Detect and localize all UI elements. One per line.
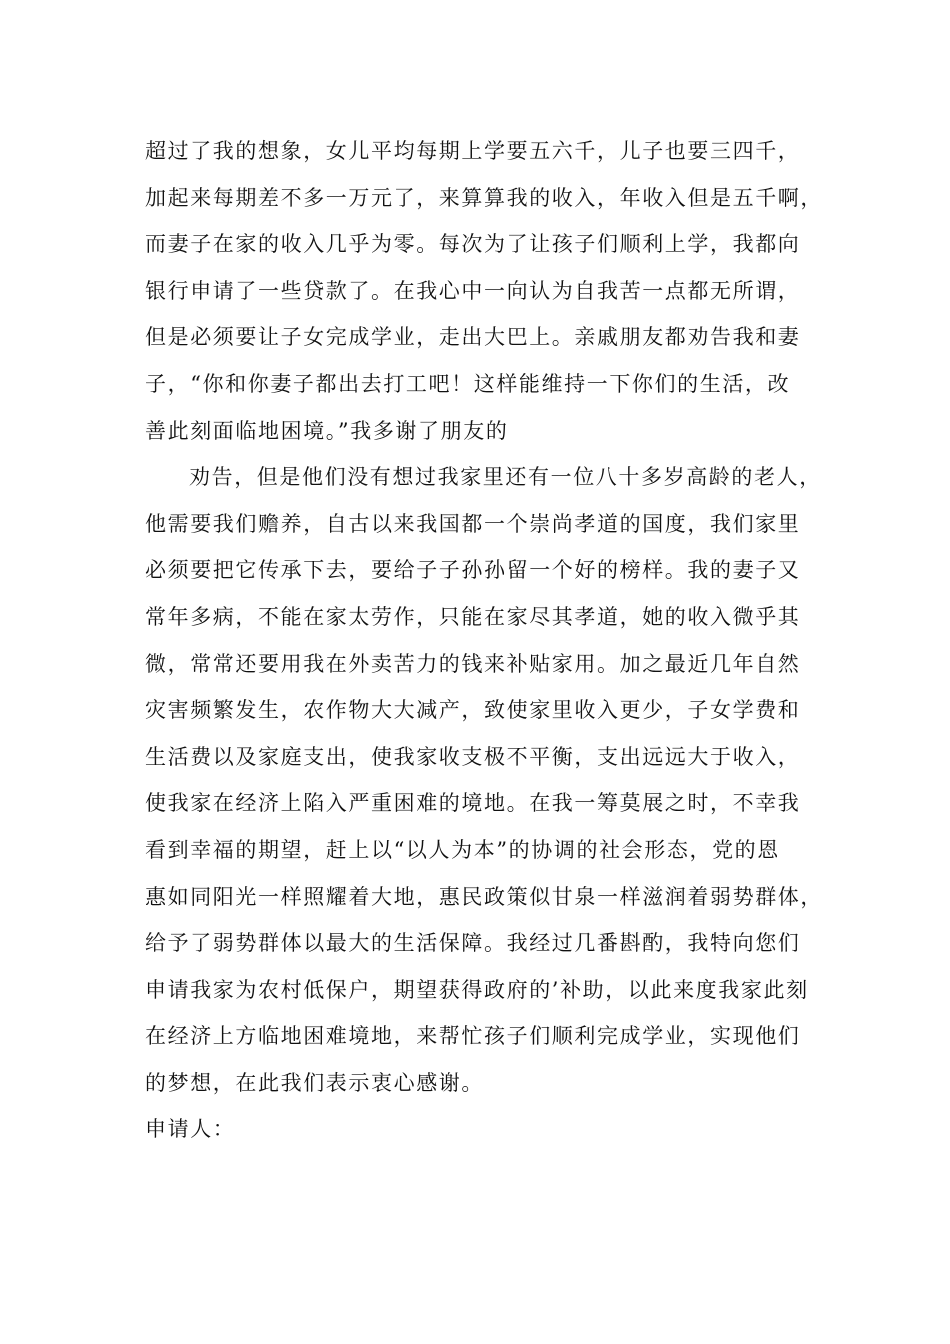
text-line: 在经济上方临地困难境地，来帮忙孩子们顺利完成学业，实现他们	[145, 1024, 801, 1049]
text-line: 但是必须要让子女完成学业，走出大巴上。亲戚朋友都劝告我和妻	[145, 325, 801, 350]
text-line: 微，常常还要用我在外卖苦力的钱来补贴家用。加之最近几年自然	[145, 651, 801, 676]
text-line: 惠如同阳光一样照耀着大地，惠民政策似甘泉一样滋润着弱势群体，	[145, 884, 823, 909]
text-line: 常年多病，不能在家太劳作，只能在家尽其孝道，她的收入微乎其	[145, 604, 801, 629]
text-line: 而妻子在家的收入几乎为零。每次为了让孩子们顺利上学，我都向	[145, 232, 801, 257]
text-line: 使我家在经济上陷入严重困难的境地。在我一筹莫展之时，不幸我	[145, 791, 801, 816]
text-line: 善此刻面临地困境。”我多谢了朋友的	[145, 418, 509, 443]
text-line: 加起来每期差不多一万元了，来算算我的收入，年收入但是五千啊，	[145, 185, 823, 210]
applicant-label: 申请人：	[145, 1117, 236, 1142]
text-line-paragraph-start: 劝告，但是他们没有想过我家里还有一位八十多岁高龄的老人，	[189, 465, 822, 490]
text-line: 超过了我的想象，女儿平均每期上学要五六千，儿子也要三四千，	[145, 139, 801, 163]
text-line: 看到幸福的期望，赶上以“以人为本”的协调的社会形态，党的恩	[145, 837, 780, 862]
text-line: 申请我家为农村低保户，期望获得政府的’补助，以此来度我家此刻	[145, 977, 809, 1002]
text-line: 银行申请了一些贷款了。在我心中一向认为自我苦一点都无所谓，	[145, 278, 801, 303]
text-line: 的梦想，在此我们表示衷心感谢。	[145, 1070, 484, 1095]
text-line: 生活费以及家庭支出，使我家收支极不平衡，支出远远大于收入，	[145, 744, 801, 769]
text-line: 子，“你和你妻子都出去打工吧！这样能维持一下你们的生活，改	[145, 371, 791, 396]
letter-body	[145, 128, 835, 1153]
text-line: 他需要我们赡养，自古以来我国都一个崇尚孝道的国度，我们家里	[145, 511, 801, 536]
text-line: 给予了弱势群体以最大的生活保障。我经过几番斟酌，我特向您们	[145, 931, 801, 956]
text-line: 灾害频繁发生，农作物大大减产，致使家里收入更少，子女学费和	[145, 698, 801, 723]
text-line: 必须要把它传承下去，要给子子孙孙留一个好的榜样。我的妻子又	[145, 558, 801, 583]
